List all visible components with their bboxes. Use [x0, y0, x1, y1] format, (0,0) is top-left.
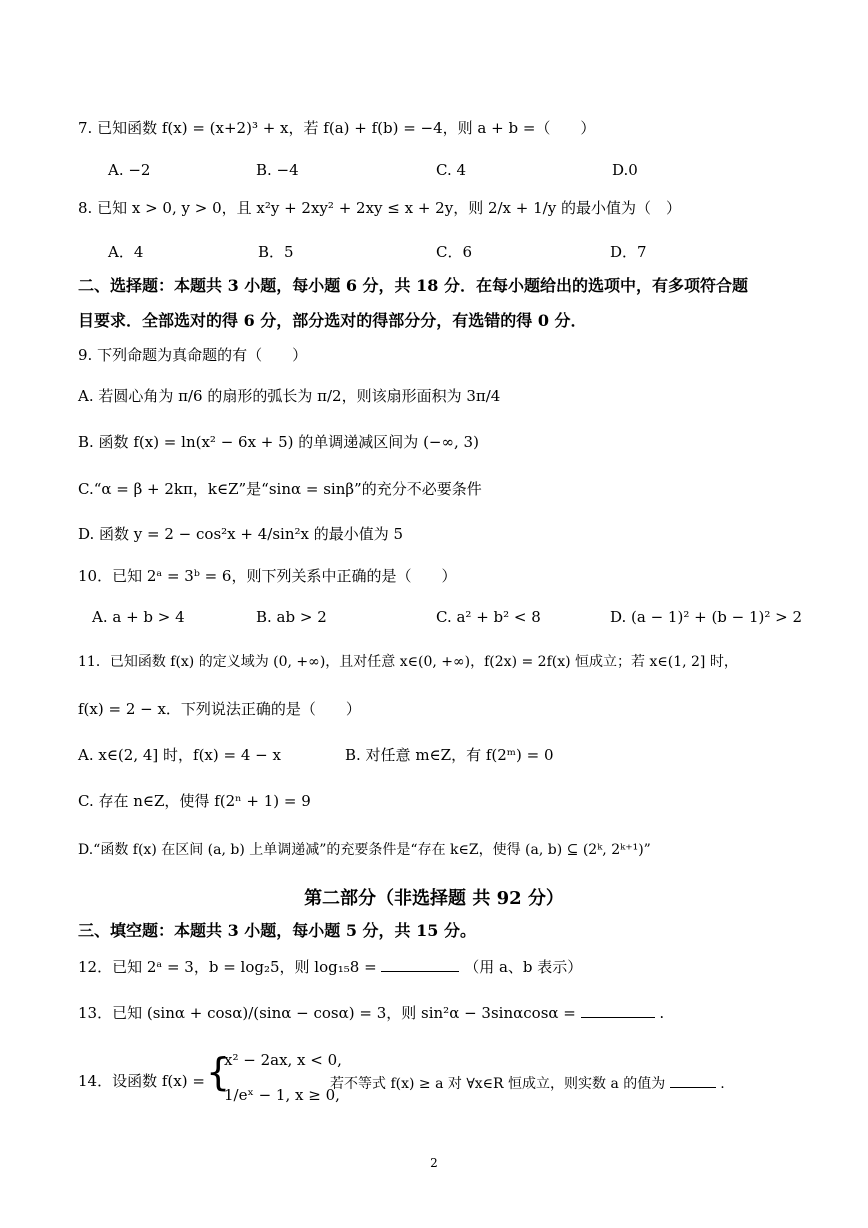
page-number: 2 [430, 1156, 438, 1170]
q7-option-c: C. 4 [436, 161, 467, 179]
q10-option-d: D. (a − 1)² + (b − 1)² > 2 [610, 608, 803, 626]
q11-option-d: D.“函数 f(x) 在区间 (a, b) 上单调递减”的充要条件是“存在 k∈Z，使得 (a, b) ⊆ (2ᵏ, 2ᵏ⁺¹)” [78, 842, 651, 858]
q7-option-b: B. −4 [256, 161, 299, 179]
question-11-stem-line1: 11．已知函数 f(x) 的定义域为 (0, +∞)，且对任意 x∈(0, +∞)，f(2x) = 2f(x) 恒成立；若 x∈(1, 2] 时， [78, 654, 738, 670]
q14-case-2: 1/eˣ − 1, x ≥ 0, [224, 1086, 340, 1104]
question-11-stem-line2: f(x) = 2 − x．下列说法正确的是（ ） [78, 700, 361, 718]
q13-answer-blank[interactable] [581, 1001, 655, 1018]
question-9-stem: 9. 下列命题为真命题的有（ ） [78, 346, 308, 364]
question-8-stem: 8. 已知 x > 0, y > 0，且 x²y + 2xy² + 2xy ≤ x + 2y，则 2/x + 1/y 的最小值为（ ） [78, 199, 681, 217]
part-2-title: 第二部分（非选择题 共 92 分） [304, 888, 564, 909]
q8-option-d: D．7 [610, 243, 647, 261]
section-2-heading-line2: 目要求．全部选对的得 6 分，部分选对的得部分分，有选错的得 0 分． [78, 311, 587, 330]
q8-option-c: C．6 [436, 243, 473, 261]
q14-text: 若不等式 f(x) ≥ a 对 ∀x∈R 恒成立，则实数 a 的值为 [330, 1076, 666, 1092]
q11-option-a: A. x∈(2, 4] 时，f(x) = 4 − x [78, 746, 281, 764]
section-2-heading-line1: 二、选择题：本题共 3 小题，每小题 6 分，共 18 分．在每小题给出的选项中，有多项符合题 [78, 276, 748, 295]
q12-tail: （用 a、b 表示） [464, 958, 583, 976]
q9-option-b: B. 函数 f(x) = ln(x² − 6x + 5) 的单调递减区间为 (−∞, 3) [78, 433, 479, 451]
q11-option-c: C. 存在 n∈Z，使得 f(2ⁿ + 1) = 9 [78, 792, 311, 810]
question-12 [78, 955, 582, 977]
q14-answer-blank[interactable] [670, 1071, 716, 1088]
q12-text: 12．已知 2ᵃ = 3，b = log₂5，则 log₁₅8 = [78, 958, 377, 976]
q8-option-b: B．5 [258, 243, 294, 261]
q14-tail: . [720, 1076, 725, 1092]
question-7-stem: 7. 已知函数 f(x) = (x+2)³ + x，若 f(a) + f(b) = −4，则 a + b =（ ） [78, 119, 596, 137]
question-14-condition [330, 1071, 725, 1094]
q14-case-1: x² − 2ax, x < 0, [224, 1051, 342, 1069]
q10-option-c: C. a² + b² < 8 [436, 608, 541, 626]
q13-tail: . [659, 1004, 665, 1022]
q11-option-b: B. 对任意 m∈Z，有 f(2ᵐ) = 0 [345, 746, 554, 764]
q10-option-b: B. ab > 2 [256, 608, 327, 626]
q7-option-d: D.0 [612, 161, 638, 179]
q8-option-a: A．4 [108, 243, 144, 261]
q9-option-d: D. 函数 y = 2 − cos²x + 4/sin²x 的最小值为 5 [78, 525, 404, 543]
q14-head: 14．设函数 f(x) = [78, 1072, 205, 1090]
section-3-heading: 三、填空题：本题共 3 小题，每小题 5 分，共 15 分。 [78, 921, 476, 940]
q9-option-c: C.“α = β + 2kπ，k∈Z”是“sinα = sinβ”的充分不必要条件 [78, 480, 482, 498]
q10-option-a: A. a + b > 4 [92, 608, 185, 626]
q7-option-a: A. −2 [108, 161, 151, 179]
question-10-stem: 10．已知 2ᵃ = 3ᵇ = 6，则下列关系中正确的是（ ） [78, 567, 457, 585]
q12-answer-blank[interactable] [381, 955, 459, 972]
q9-option-a: A. 若圆心角为 π/6 的扇形的弧长为 π/2，则该扇形面积为 3π/4 [78, 387, 501, 405]
q14-brace: { [206, 1050, 231, 1094]
question-13 [78, 1001, 664, 1023]
q13-text: 13．已知 (sinα + cosα)/(sinα − cosα) = 3，则 sin²α − 3sinαcosα = [78, 1004, 576, 1022]
